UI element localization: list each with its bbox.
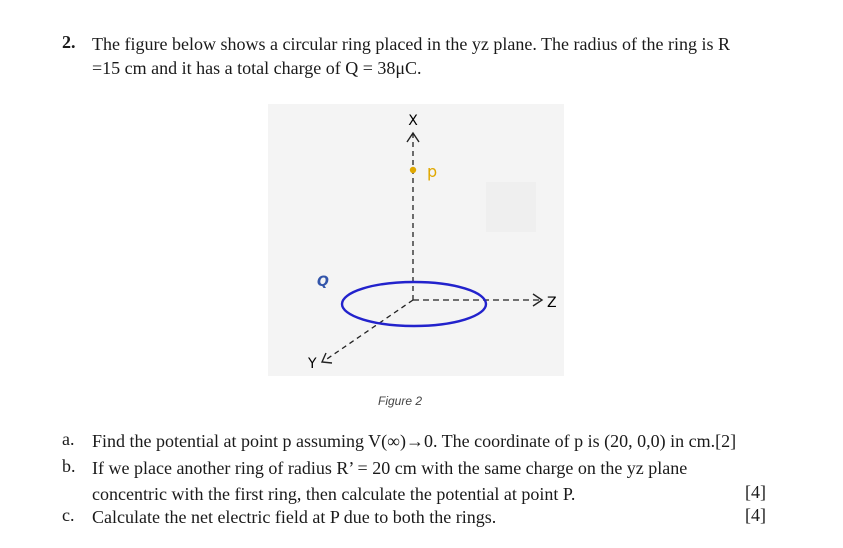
y-axis-arrowhead (322, 353, 332, 363)
figure-caption: Figure 2 (378, 394, 423, 408)
part-a-letter: a. (62, 429, 75, 449)
part-c-letter: c. (62, 505, 75, 525)
question-number: 2. (62, 32, 76, 52)
part-b-marks: [4] (745, 482, 766, 502)
y-axis-label: Y (308, 356, 317, 372)
part-c-marks: [4] (745, 505, 766, 525)
question-stem-line-2: =15 cm and it has a total charge of Q = 38μC. (92, 58, 422, 78)
question-stem (92, 32, 792, 80)
part-a-text: Find the potential at point p assuming V(∞)→0. The coordinate of p is (20, 0,0) in cm.[2] (92, 431, 737, 451)
charged-ring (342, 282, 486, 326)
z-axis-label: Z (547, 295, 557, 311)
question-stem-line-1: The figure below shows a circular ring placed in the yz plane. The radius of the ring is R (92, 34, 730, 54)
point-p-label: p (427, 162, 438, 181)
part-c-text: Calculate the net electric field at P due to both the rings. (92, 507, 497, 527)
part-b-text-line-1: If we place another ring of radius R’ = 20 cm with the same charge on the yz plane (92, 458, 688, 478)
figure-svg (268, 104, 564, 376)
faint-square (486, 182, 536, 232)
part-b-letter: b. (62, 456, 76, 476)
charge-label: Q (317, 274, 329, 290)
part-b-text-line-2: concentric with the first ring, then calculate the potential at point P. (92, 484, 576, 504)
y-axis-line (324, 300, 413, 361)
figure-2 (268, 104, 564, 376)
x-axis-label: X (408, 113, 418, 129)
point-p-dot (410, 167, 416, 173)
